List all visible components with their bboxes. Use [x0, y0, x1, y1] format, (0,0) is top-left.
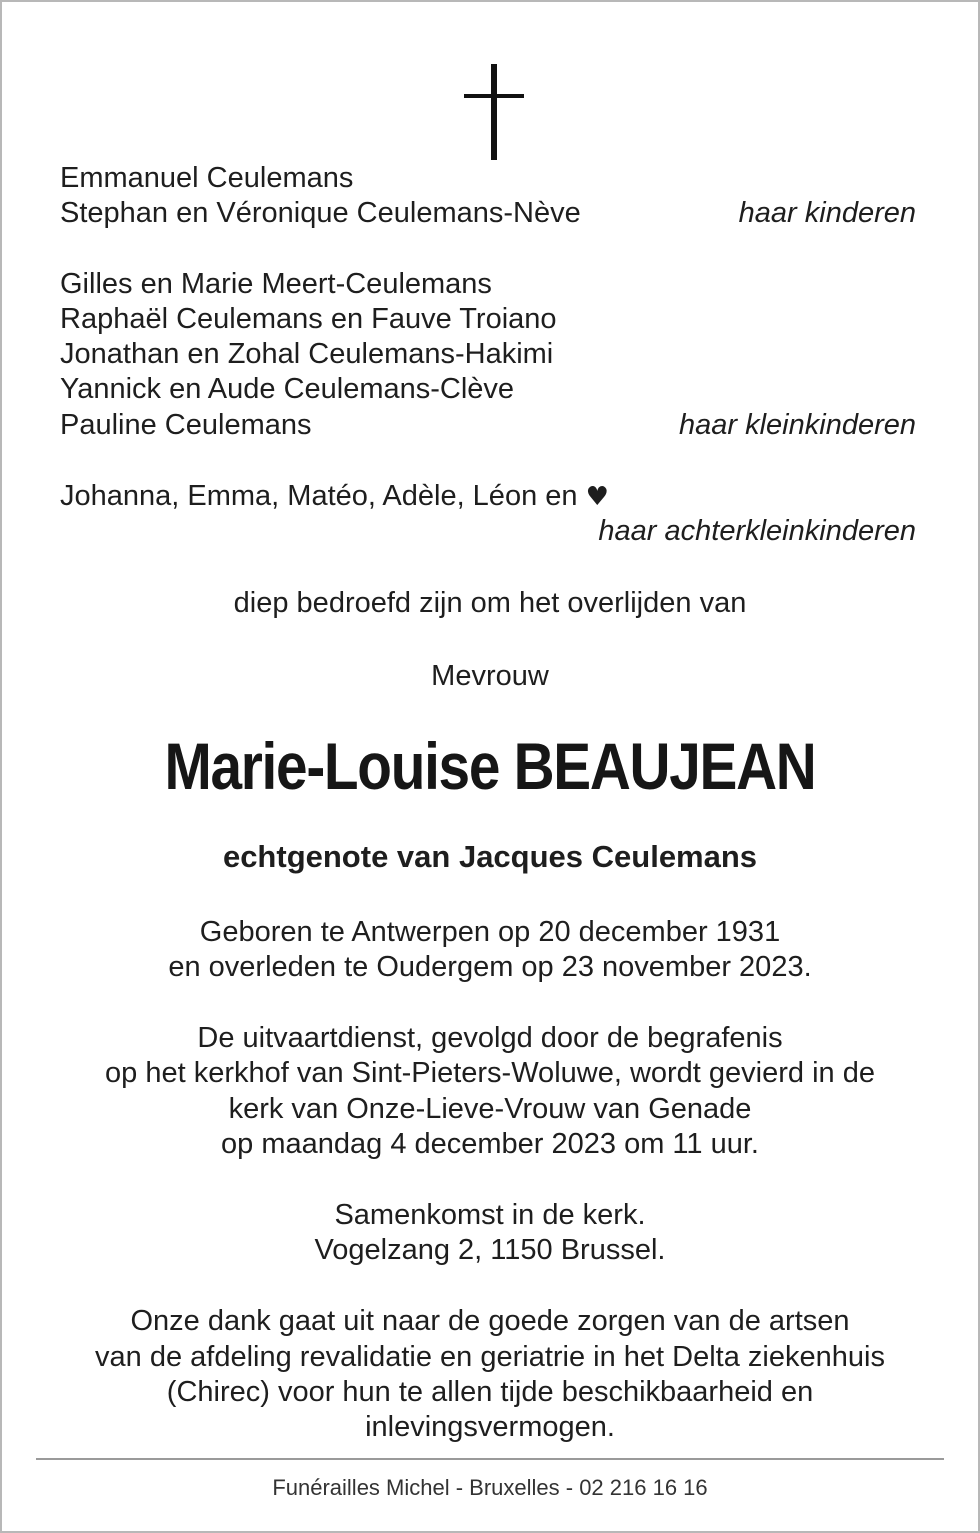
- grandchildren-role: haar kleinkinderen: [679, 409, 916, 441]
- birth-line: Geboren te Antwerpen op 20 december 1931: [199, 916, 781, 948]
- honorific: Mevrouw: [431, 660, 549, 692]
- great-grandchildren-role: haar achterkleinkinderen: [598, 515, 916, 547]
- death-line: en overleden te Oudergem op 23 november 2023.: [168, 951, 812, 983]
- grandchild-name: Yannick en Aude Ceulemans-Clève: [60, 373, 515, 405]
- service-line: De uitvaartdienst, gevolgd door de begrafenis: [197, 1022, 783, 1054]
- grandchild-name: Gilles en Marie Meert-Ceulemans: [60, 268, 492, 300]
- heart-icon: ♥: [585, 482, 609, 512]
- child-name: Emmanuel Ceulemans: [60, 162, 354, 194]
- cross-icon: [464, 64, 524, 160]
- grandchild-name: Raphaël Ceulemans en Fauve Troiano: [60, 303, 557, 335]
- deceased-name: Marie-Louise BEAUJEAN: [164, 729, 816, 803]
- thanks-line: (Chirec) voor hun te allen tijde beschikbaarheid en: [166, 1376, 814, 1408]
- child-name: Stephan en Véronique Ceulemans-Nève: [60, 197, 581, 229]
- children-role: haar kinderen: [738, 197, 916, 229]
- grandchild-name: Pauline Ceulemans: [60, 409, 312, 441]
- intro-text: diep bedroefd zijn om het overlijden van: [233, 587, 747, 619]
- service-line: op het kerkhof van Sint-Pieters-Woluwe, wordt gevierd in de: [105, 1057, 875, 1089]
- great-grandchildren-line: [60, 479, 609, 515]
- thanks-line: van de afdeling revalidatie en geriatrie in het Delta ziekenhuis: [95, 1341, 885, 1373]
- thanks-line: inlevingsvermogen.: [365, 1411, 615, 1443]
- gathering-line: Samenkomst in de kerk.: [334, 1199, 646, 1231]
- service-line: kerk van Onze-Lieve-Vrouw van Genade: [228, 1093, 752, 1125]
- thanks-line: Onze dank gaat uit naar de goede zorgen van de artsen: [130, 1305, 850, 1337]
- gathering-address: Vogelzang 2, 1150 Brussel.: [314, 1234, 666, 1266]
- spouse-line: echtgenote van Jacques Ceulemans: [222, 839, 758, 874]
- grandchild-name: Jonathan en Zohal Ceulemans-Hakimi: [60, 338, 554, 370]
- service-line: op maandag 4 december 2023 om 11 uur.: [221, 1128, 759, 1160]
- divider: [36, 1458, 944, 1460]
- great-grandchildren-names: Johanna, Emma, Matéo, Adèle, Léon en: [60, 480, 578, 512]
- funeral-home-footer: Funérailles Michel - Bruxelles - 02 216 16 16: [272, 1475, 708, 1500]
